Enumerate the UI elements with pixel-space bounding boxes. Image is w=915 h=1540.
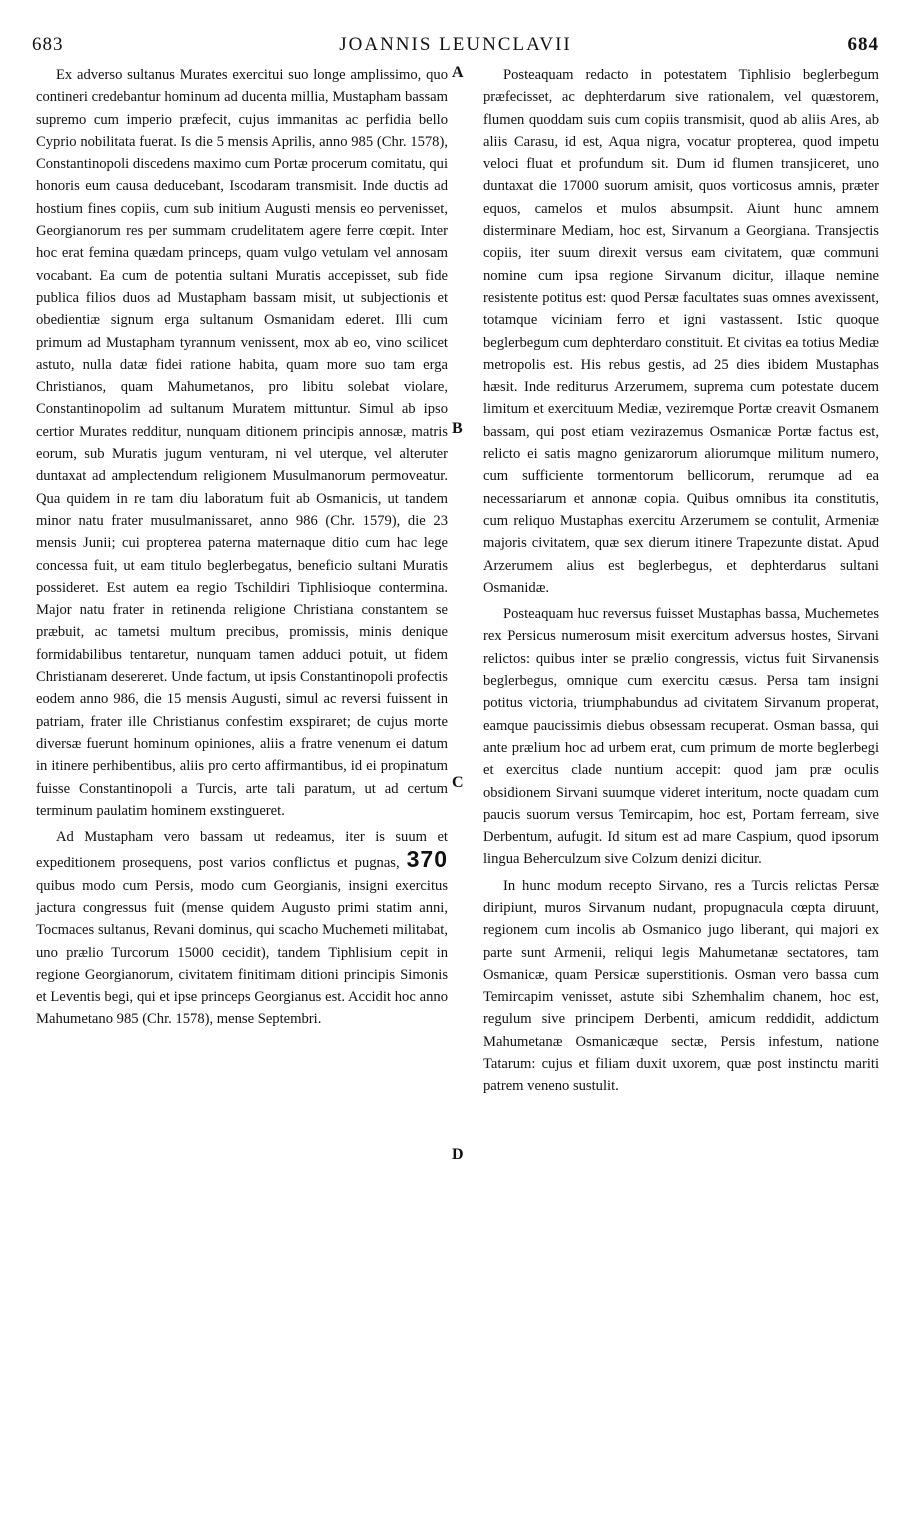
running-head: [32, 34, 879, 56]
chapter-number: 370: [406, 846, 448, 873]
page-number-left: 683: [32, 34, 64, 55]
margin-marker-a: A: [452, 64, 464, 81]
margin-marker-b: B: [452, 420, 463, 437]
right-paragraph-3: In hunc modum recepto Sirvano, res a Turcis relictas Persæ diripiunt, muros Sirvanum nudant, propugnacula cœpta diruunt, regionem cum incolis ab Osmanico jugo liberant, qui majori ex parte sunt Armenii, reliqui legis Mahumetanæ sectatores, tam Osmanicæ, quam Persicæ superstitionis. Osman vero bassa cum Temircapim venisset, astute sibi Szhemhalim chanem, hoc est, regulum sive principem Derbenti, amicum reddidit, addictum Mahumetanæ Osmanicæque sectæ, Persis infestum, natione Tatarum: cujus et filiam duxit uxorem, quæ post instinctu mariti patrem veneno sustulit.: [483, 877, 879, 1095]
running-title: JOANNIS LEUNCLAVII: [339, 34, 572, 55]
margin-marker-c: C: [452, 774, 464, 791]
margin-marker-d: D: [452, 1146, 464, 1163]
left-paragraph-2-end: quibus modo cum Persis, modo cum Georgianis, insigni exercitus jactura congressus fuit (mense quidem Augusto primi statim anni, Tocmaces sultanus, Revani dominus, qui scacho Muchemeti militabat, uno prælio Turcorum 15000 cecidit), tandem Tiphlisium cepit in regione Georgianorum, civitatem finitimam ditioni principis Simonis et Leventis begi, qui et ipse princeps Georgianus est. Accidit hoc anno Mahumetano 985 (Chr. 1578), mense Septembri.: [36, 877, 448, 1028]
left-paragraph-1: Ex adverso sultanus Murates exercitui suo longe amplissimo, quo contineri credebantur hominum ad ducenta millia, Mustapham bassam supremo cum imperio præfecit, cujus immanitas ac perfidia bello Cyprio nobilitata fuerat. Is die 5 mensis Aprilis, anno 985 (Chr. 1578), Constantinopoli discedens maximo cum Portæ procerum comitatu, qui honoris eum causa deducebant, Iscodaram transmisit. Inde ductis ad hostium fines copiis, cum sub initium Augusti mensis eo pervenisset, Georgianorum res per summam crudelitatem agere ferre cœpit. Inter hoc erat femina quædam princeps, quam vulgo vetulam vel annosam vocabant. Ea cum de potentia sultani Muratis accepisset, sub fide publica filios duos ad Mustapham bassam misit, ut subjectionis et obedientiæ signum erga sultanum Osmanidam ederet. Illi cum primum ad Mustapham tyrannum venissent, mox ab eo, vino scilicet astuto, nulla datæ fidei ratione habita, quam more suo tam erga Christianos, quam Mahumetanos, pro libitu solebat violare, Constantinopolim ad sultanum Muratem mittuntur. Simul ab ipso certior Murates redditur, nunquam ditionem principis annosæ, matris eorum, sub Muratis jugum venturam, ni vel uterque, vel alteruter duntaxat ad amplectendum religionem Musulmanorum permoveatur. Qua quidem in re tam diu laboratum fuit ab Osmanicis, ut tandem minor natu frater musulmanissaret, anno 986 (Chr. 1579), die 23 mensis Junii; cui propterea paterna maternaque ditio cum hac lege concessa fuit, ut eam titulo beglerbegatus, beneficio sultani Muratis possideret. Est autem ea regio Tschildiri Tiphlisioque contermina. Major natu frater in retinenda religione Christiana constantem se præbuit, ac tametsi multum precibus, promissis, minis denique formidabilibus tentaretur, nunquam tamen adduci potuit, ut fidem Christianam desereret. Unde factum, ut ipsis Constantinopoli profectis eodem anno 986, die 15 mensis Augusti, simul ac reversi fuissent in patriam, frater ille Christianus confestim exspiraret; de cujus morte diversæ fuerunt hominum opiniones, aliis a fratre venenum ei datum in itinere perhibentibus, aliis pro certo affirmantibus, id ei propinatum fuisse Constantinopoli a Turcis, arte tali paratum, ut ad certum terminum paulatim hominem exstingueret.: [36, 67, 448, 819]
right-column: [483, 64, 879, 1098]
right-paragraph-2: Posteaquam huc reversus fuisset Mustaphas bassa, Muchemetes rex Persicus numerosum misit exercitum adversus hostes, Sirvani relictos: quibus inter se prælio congressis, victus fuit Sirvanensis beglerbegus, omnique cum exercitu cæsus. Persa tam insigni potitus victoria, triumphabundus ad civitatem Sirvanum properat, eamque paucissimis diebus obsessam recuperat. Osman bassa, qui ante prælium hoc ad urbem erat, cum primum de morte beglerbegi et exercitus clade nuntium accepit: quod jam præ oculis obsidionem Sirvani suumque videret interitum, nocte quadam cum paucis suorum versus Temircapim, hoc est, Portam ferream, sive Derbentum, aufugit. Id situm est ad mare Caspium, quod ipsorum lingua Beherculzum sive Colzum denizi dicitur.: [483, 606, 879, 868]
left-paragraph-2: [36, 826, 448, 1031]
right-paragraph-1: Posteaquam redacto in potestatem Tiphlisio beglerbegum præfecisset, ac dephterdarum sive rationalem, vel quæstorem, flumen quoddam suis cum copiis transmisit, quod ab aliis Ares, ab aliis Carasu, id est, Aqua nigra, vocatur propterea, quod impetu veloci fluat et profundum sit. Dum id flumen transjiceret, uno duntaxat die 17000 suorum amisit, quos vorticosus amnis, præter equos, camelos et mulos absumpsit. Aiunt hunc amnem disterminare Mediam, hoc est, Sirvanum a Georgiana. Transjectis copiis, iter suum direxit versus eam civitatem, quæ communi nomine cum ipsa regione Sirvanum dicitur, illaque nemine resistente potitus est: quod Persæ facultates suas omnes avexissent, totamque viciniam ferro et igni vastassent. Istic quoque beglerbegum cum dephterdaro constituit. Et civitas ea totius Mediæ metropolis est. His rebus gestis, ad 25 dies ibidem Mustaphas hæsit. Inde rediturus Arzerumem, suprema cum potestate ducem limitum et exercituum Mediæ, veziremque Portæ creavit Osmanem bassam, qui post etiam vezirazemus Osmanicæ Portæ factus est, relicto ei satis magno genizarorum aliorumque militum numero, cum sufficiente tormentorum bellicorum, rerumque ad ea necessariarum et annonæ copia. Quibus omnibus ita constitutis, cum reliquo Mustaphas exercitu Arzerumem se contulit, Armeniæ majoris civitatem, quæ sex dierum itinere Trapezunte distat. Apud Arzerumem alius est beglerbegus, et dephterdarus sultani Osmanidæ.: [483, 67, 879, 596]
page-number-right: 684: [847, 34, 879, 55]
left-paragraph-2-start: Ad Mustapham vero bassam ut redeamus, iter is suum et expeditionem prosequens, post varios conflictus et pugnas,: [36, 829, 448, 872]
left-column: [36, 64, 448, 1031]
